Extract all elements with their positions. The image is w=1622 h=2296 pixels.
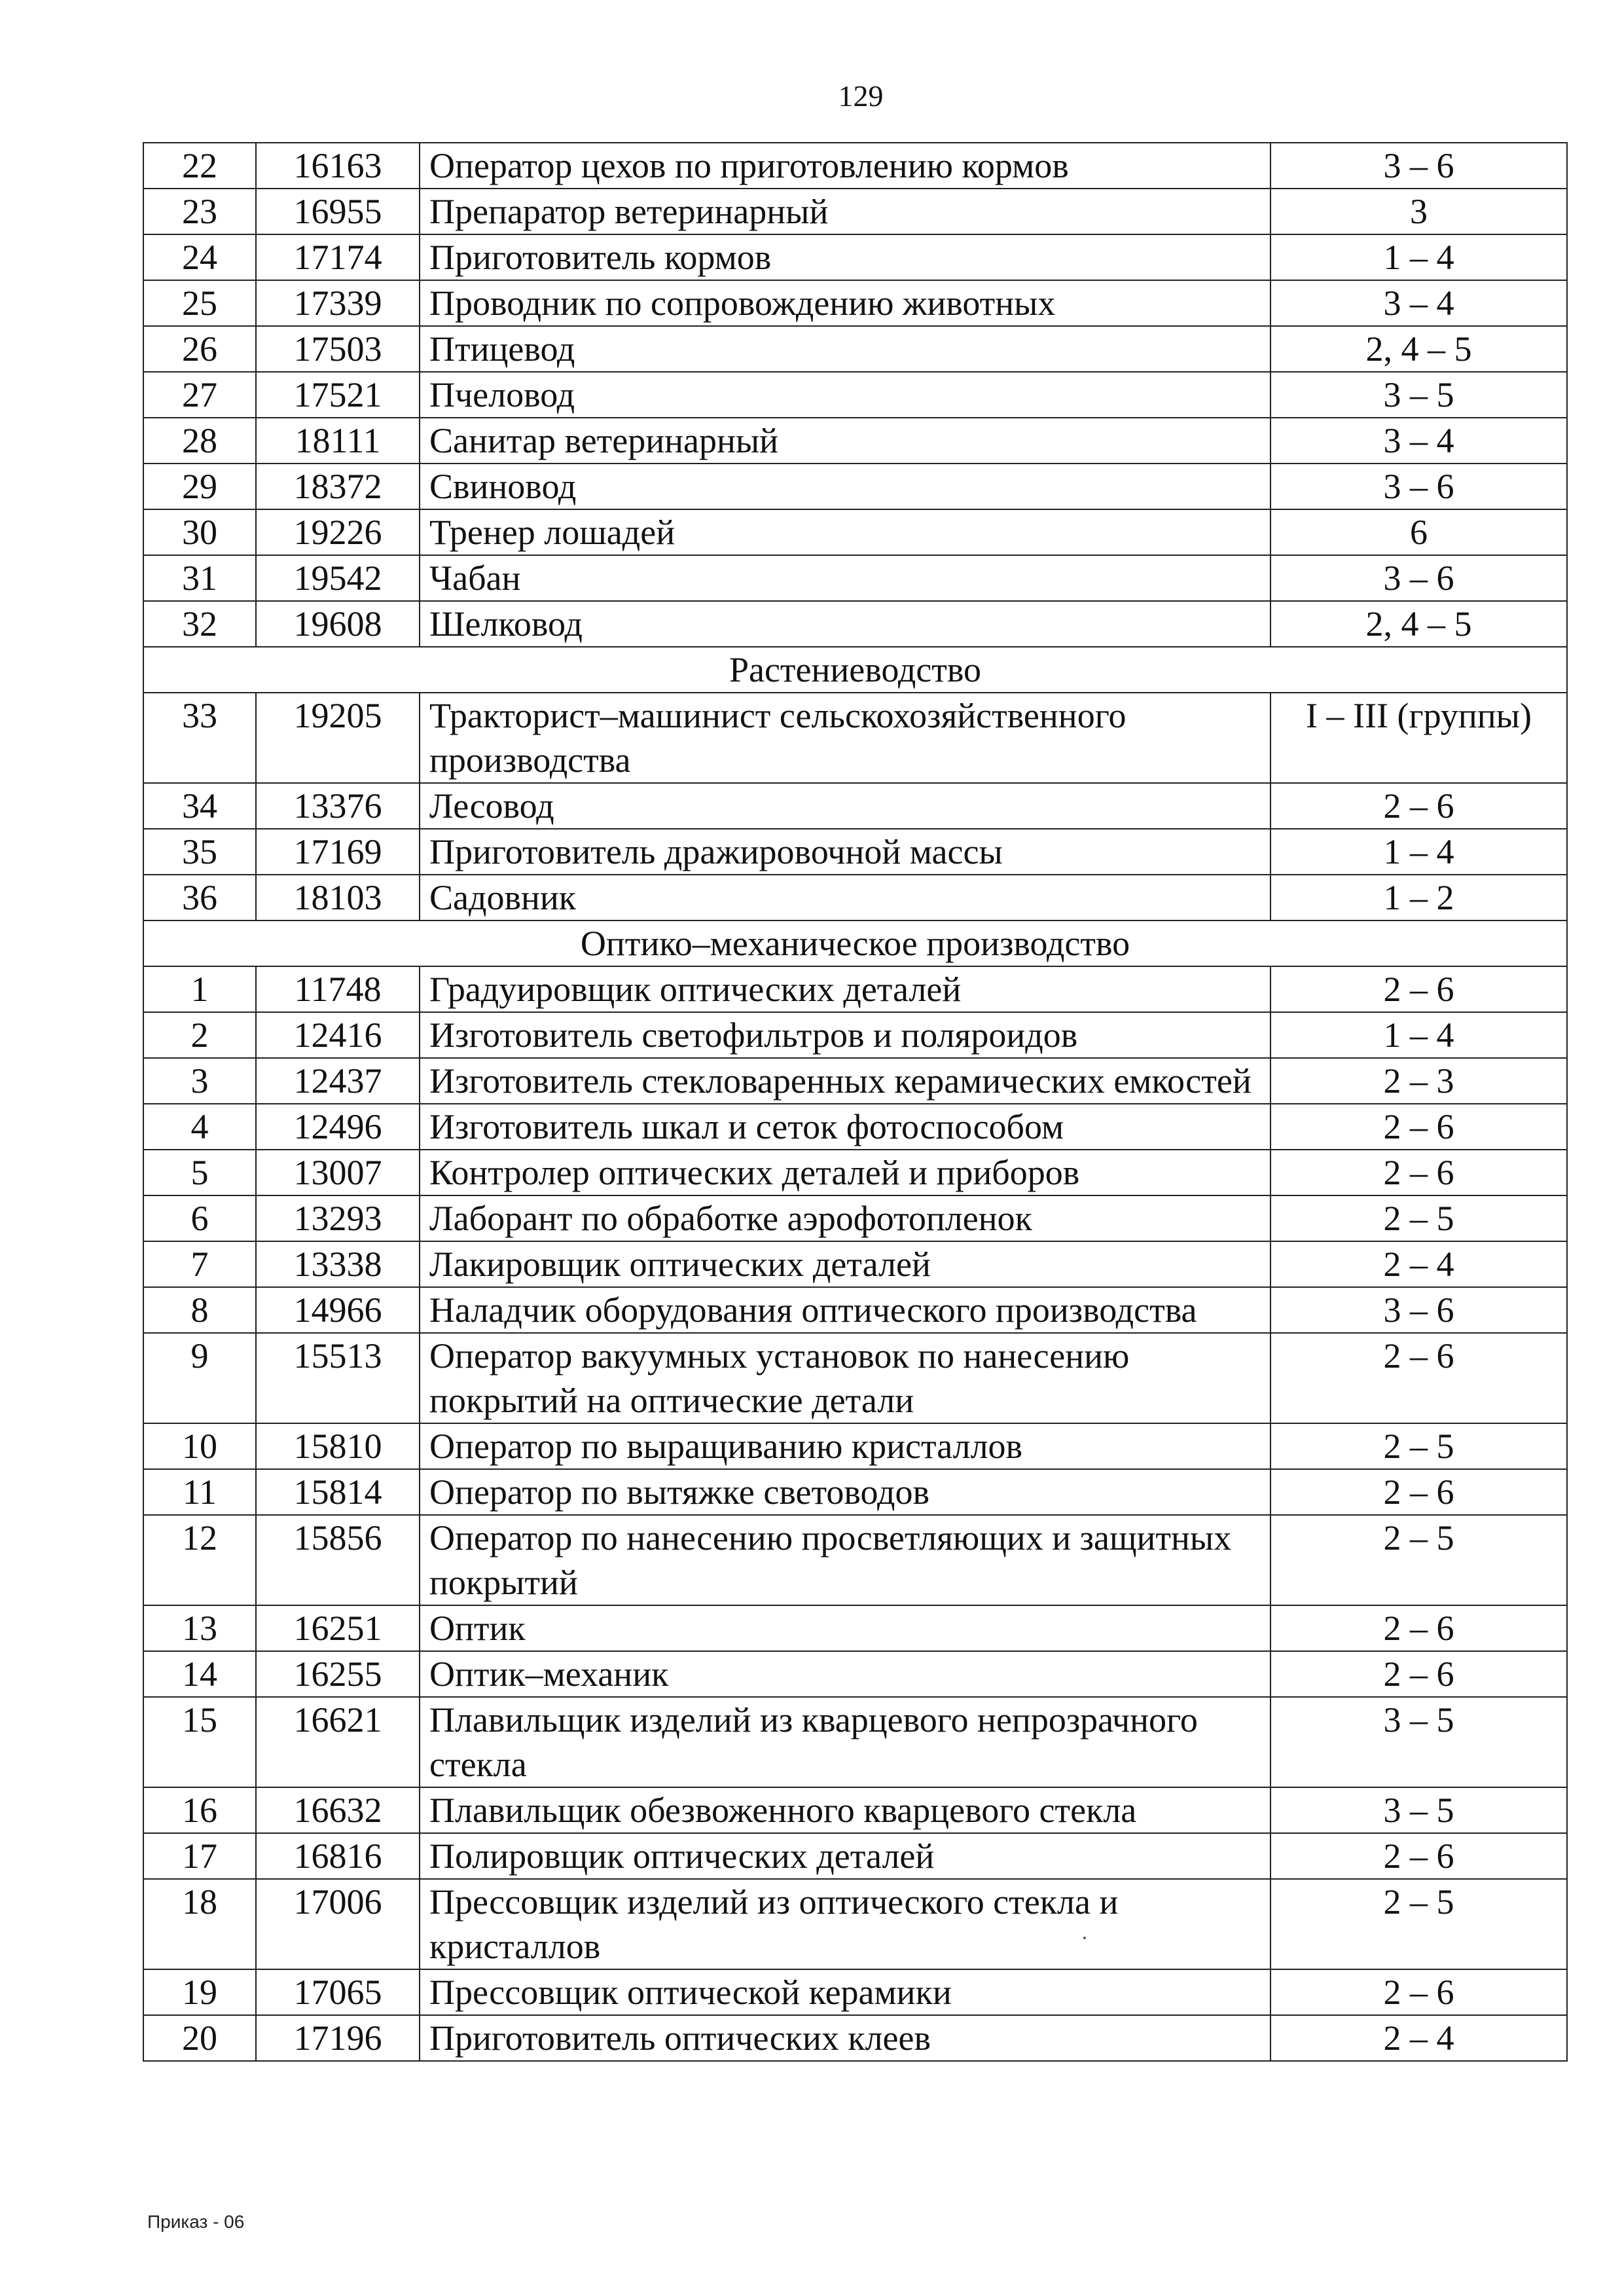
profession-name: Градуировщик оптических деталей xyxy=(420,966,1271,1012)
profession-name: Свиновод xyxy=(420,464,1271,509)
row-number: 8 xyxy=(143,1287,256,1333)
profession-code: 17169 xyxy=(256,829,420,875)
table-row xyxy=(143,1515,1567,1605)
row-number: 30 xyxy=(143,509,256,555)
table-row xyxy=(143,1058,1567,1104)
profession-code: 18103 xyxy=(256,875,420,920)
profession-code: 12416 xyxy=(256,1012,420,1058)
profession-code: 16816 xyxy=(256,1833,420,1879)
profession-name: Птицевод xyxy=(420,326,1271,372)
grade-range: I – III (группы) xyxy=(1271,693,1567,783)
profession-name: Оператор по вытяжке световодов xyxy=(420,1469,1271,1515)
grade-range: 2 – 5 xyxy=(1271,1195,1567,1241)
table-row xyxy=(143,418,1567,464)
table-row xyxy=(143,1651,1567,1697)
grade-range: 6 xyxy=(1271,509,1567,555)
profession-name: Оптик–механик xyxy=(420,1651,1271,1697)
profession-code: 16251 xyxy=(256,1605,420,1651)
table-row xyxy=(143,1104,1567,1150)
profession-name: Наладчик оборудования оптического производства xyxy=(420,1287,1271,1333)
table-row xyxy=(143,829,1567,875)
profession-code: 16255 xyxy=(256,1651,420,1697)
grade-range: 2 – 5 xyxy=(1271,1879,1567,1969)
row-number: 9 xyxy=(143,1333,256,1423)
profession-name: Лесовод xyxy=(420,783,1271,829)
grade-range: 2 – 6 xyxy=(1271,783,1567,829)
grade-range: 1 – 4 xyxy=(1271,829,1567,875)
profession-name: Шелковод xyxy=(420,601,1271,647)
table-row xyxy=(143,1287,1567,1333)
grade-range: 3 – 6 xyxy=(1271,464,1567,509)
grade-range: 2 – 4 xyxy=(1271,2015,1567,2061)
table-row xyxy=(143,234,1567,280)
table-row xyxy=(143,875,1567,920)
row-number: 11 xyxy=(143,1469,256,1515)
table-row xyxy=(143,1879,1567,1969)
table-row xyxy=(143,1333,1567,1423)
table-row xyxy=(143,1423,1567,1469)
grade-range: 3 – 5 xyxy=(1271,372,1567,418)
profession-code: 17521 xyxy=(256,372,420,418)
table-row xyxy=(143,372,1567,418)
row-number: 10 xyxy=(143,1423,256,1469)
profession-code: 15856 xyxy=(256,1515,420,1605)
footer-label: Приказ - 06 xyxy=(147,2212,245,2232)
table-row xyxy=(143,1012,1567,1058)
row-number: 26 xyxy=(143,326,256,372)
row-number: 23 xyxy=(143,189,256,234)
table-row xyxy=(143,1969,1567,2015)
profession-code: 19542 xyxy=(256,555,420,601)
profession-code: 19205 xyxy=(256,693,420,783)
table-row xyxy=(143,1833,1567,1879)
grade-range: 3 – 4 xyxy=(1271,418,1567,464)
profession-name: Оператор по нанесению просветляющих и защитных покрытий xyxy=(420,1515,1271,1605)
profession-name: Контролер оптических деталей и приборов xyxy=(420,1150,1271,1195)
profession-name: Препаратор ветеринарный xyxy=(420,189,1271,234)
grade-range: 3 – 5 xyxy=(1271,1787,1567,1833)
table-row xyxy=(143,1605,1567,1651)
row-number: 33 xyxy=(143,693,256,783)
profession-name: Приготовитель кормов xyxy=(420,234,1271,280)
profession-code: 13376 xyxy=(256,783,420,829)
table-row xyxy=(143,555,1567,601)
profession-code: 16955 xyxy=(256,189,420,234)
row-number: 14 xyxy=(143,1651,256,1697)
row-number: 24 xyxy=(143,234,256,280)
row-number: 19 xyxy=(143,1969,256,2015)
profession-code: 16632 xyxy=(256,1787,420,1833)
profession-code: 11748 xyxy=(256,966,420,1012)
grade-range: 2 – 6 xyxy=(1271,1469,1567,1515)
profession-name: Проводник по сопровождению животных xyxy=(420,280,1271,326)
row-number: 16 xyxy=(143,1787,256,1833)
grade-range: 2 – 4 xyxy=(1271,1241,1567,1287)
profession-code: 17065 xyxy=(256,1969,420,2015)
table-row xyxy=(143,1787,1567,1833)
row-number: 12 xyxy=(143,1515,256,1605)
table-row xyxy=(143,693,1567,783)
row-number: 22 xyxy=(143,143,256,189)
grade-range: 3 – 4 xyxy=(1271,280,1567,326)
grade-range: 3 – 6 xyxy=(1271,555,1567,601)
grade-range: 1 – 2 xyxy=(1271,875,1567,920)
profession-code: 17006 xyxy=(256,1879,420,1969)
table-row xyxy=(143,509,1567,555)
profession-code: 19226 xyxy=(256,509,420,555)
row-number: 29 xyxy=(143,464,256,509)
profession-name: Оптик xyxy=(420,1605,1271,1651)
grade-range: 2 – 3 xyxy=(1271,1058,1567,1104)
table-row xyxy=(143,2015,1567,2061)
profession-code: 12496 xyxy=(256,1104,420,1150)
row-number: 35 xyxy=(143,829,256,875)
row-number: 31 xyxy=(143,555,256,601)
profession-name: Плавильщик обезвоженного кварцевого стекла xyxy=(420,1787,1271,1833)
profession-name: Чабан xyxy=(420,555,1271,601)
profession-code: 12437 xyxy=(256,1058,420,1104)
table-row xyxy=(143,464,1567,509)
page-number: 129 xyxy=(838,79,884,113)
profession-code: 13007 xyxy=(256,1150,420,1195)
profession-name: Приготовитель оптических клеев xyxy=(420,2015,1271,2061)
table-row xyxy=(143,783,1567,829)
grade-range: 2 – 6 xyxy=(1271,1969,1567,2015)
profession-code: 13293 xyxy=(256,1195,420,1241)
row-number: 17 xyxy=(143,1833,256,1879)
row-number: 32 xyxy=(143,601,256,647)
row-number: 18 xyxy=(143,1879,256,1969)
row-number: 6 xyxy=(143,1195,256,1241)
profession-name: Полировщик оптических деталей xyxy=(420,1833,1271,1879)
section-header-row xyxy=(143,647,1567,693)
grade-range: 3 – 5 xyxy=(1271,1697,1567,1787)
grade-range: 2 – 6 xyxy=(1271,1104,1567,1150)
table-row xyxy=(143,601,1567,647)
grade-range: 1 – 4 xyxy=(1271,1012,1567,1058)
profession-name: Пчеловод xyxy=(420,372,1271,418)
profession-code: 13338 xyxy=(256,1241,420,1287)
profession-name: Оператор по выращиванию кристаллов xyxy=(420,1423,1271,1469)
row-number: 28 xyxy=(143,418,256,464)
table-row xyxy=(143,966,1567,1012)
table-row xyxy=(143,1469,1567,1515)
profession-code: 18111 xyxy=(256,418,420,464)
scan-speck xyxy=(1083,1937,1086,1939)
grade-range: 3 xyxy=(1271,189,1567,234)
profession-code: 15513 xyxy=(256,1333,420,1423)
profession-name: Изготовитель светофильтров и поляроидов xyxy=(420,1012,1271,1058)
profession-code: 17503 xyxy=(256,326,420,372)
grade-range: 2, 4 – 5 xyxy=(1271,326,1567,372)
grade-range: 2 – 5 xyxy=(1271,1515,1567,1605)
profession-code: 15814 xyxy=(256,1469,420,1515)
section-header-row xyxy=(143,920,1567,966)
profession-code: 14966 xyxy=(256,1287,420,1333)
table-row xyxy=(143,280,1567,326)
row-number: 7 xyxy=(143,1241,256,1287)
profession-name: Оператор вакуумных установок по нанесению покрытий на оптические детали xyxy=(420,1333,1271,1423)
profession-name: Плавильщик изделий из кварцевого непрозрачного стекла xyxy=(420,1697,1271,1787)
row-number: 27 xyxy=(143,372,256,418)
table-row xyxy=(143,1195,1567,1241)
profession-name: Лаборант по обработке аэрофотопленок xyxy=(420,1195,1271,1241)
profession-code: 16163 xyxy=(256,143,420,189)
profession-name: Тренер лошадей xyxy=(420,509,1271,555)
professions-table-body xyxy=(143,143,1567,2061)
table-row xyxy=(143,1697,1567,1787)
row-number: 34 xyxy=(143,783,256,829)
profession-code: 18372 xyxy=(256,464,420,509)
profession-code: 19608 xyxy=(256,601,420,647)
profession-name: Изготовитель шкал и сеток фотоспособом xyxy=(420,1104,1271,1150)
row-number: 2 xyxy=(143,1012,256,1058)
table-row xyxy=(143,1241,1567,1287)
table-row xyxy=(143,326,1567,372)
row-number: 3 xyxy=(143,1058,256,1104)
row-number: 1 xyxy=(143,966,256,1012)
section-title: Растениеводство xyxy=(143,647,1567,693)
table-row xyxy=(143,143,1567,189)
profession-name: Прессовщик оптической керамики xyxy=(420,1969,1271,2015)
grade-range: 2 – 5 xyxy=(1271,1423,1567,1469)
row-number: 4 xyxy=(143,1104,256,1150)
table-row xyxy=(143,1150,1567,1195)
profession-code: 17196 xyxy=(256,2015,420,2061)
profession-name: Оператор цехов по приготовлению кормов xyxy=(420,143,1271,189)
profession-name: Приготовитель дражировочной массы xyxy=(420,829,1271,875)
profession-name: Изготовитель стекловаренных керамических емкостей xyxy=(420,1058,1271,1104)
section-title: Оптико–механическое производство xyxy=(143,920,1567,966)
grade-range: 2 – 6 xyxy=(1271,1605,1567,1651)
grade-range: 2 – 6 xyxy=(1271,966,1567,1012)
row-number: 15 xyxy=(143,1697,256,1787)
grade-range: 3 – 6 xyxy=(1271,143,1567,189)
profession-code: 16621 xyxy=(256,1697,420,1787)
row-number: 36 xyxy=(143,875,256,920)
grade-range: 2, 4 – 5 xyxy=(1271,601,1567,647)
grade-range: 2 – 6 xyxy=(1271,1150,1567,1195)
grade-range: 1 – 4 xyxy=(1271,234,1567,280)
row-number: 5 xyxy=(143,1150,256,1195)
grade-range: 3 – 6 xyxy=(1271,1287,1567,1333)
row-number: 25 xyxy=(143,280,256,326)
row-number: 20 xyxy=(143,2015,256,2061)
profession-name: Санитар ветеринарный xyxy=(420,418,1271,464)
profession-name: Тракторист–машинист сельскохозяйственного производства xyxy=(420,693,1271,783)
grade-range: 2 – 6 xyxy=(1271,1333,1567,1423)
profession-name: Прессовщик изделий из оптического стекла и кристаллов xyxy=(420,1879,1271,1969)
grade-range: 2 – 6 xyxy=(1271,1833,1567,1879)
profession-code: 17339 xyxy=(256,280,420,326)
profession-name: Лакировщик оптических деталей xyxy=(420,1241,1271,1287)
profession-name: Садовник xyxy=(420,875,1271,920)
table-row xyxy=(143,189,1567,234)
grade-range: 2 – 6 xyxy=(1271,1651,1567,1697)
row-number: 13 xyxy=(143,1605,256,1651)
profession-code: 15810 xyxy=(256,1423,420,1469)
professions-table xyxy=(143,142,1568,2062)
profession-code: 17174 xyxy=(256,234,420,280)
